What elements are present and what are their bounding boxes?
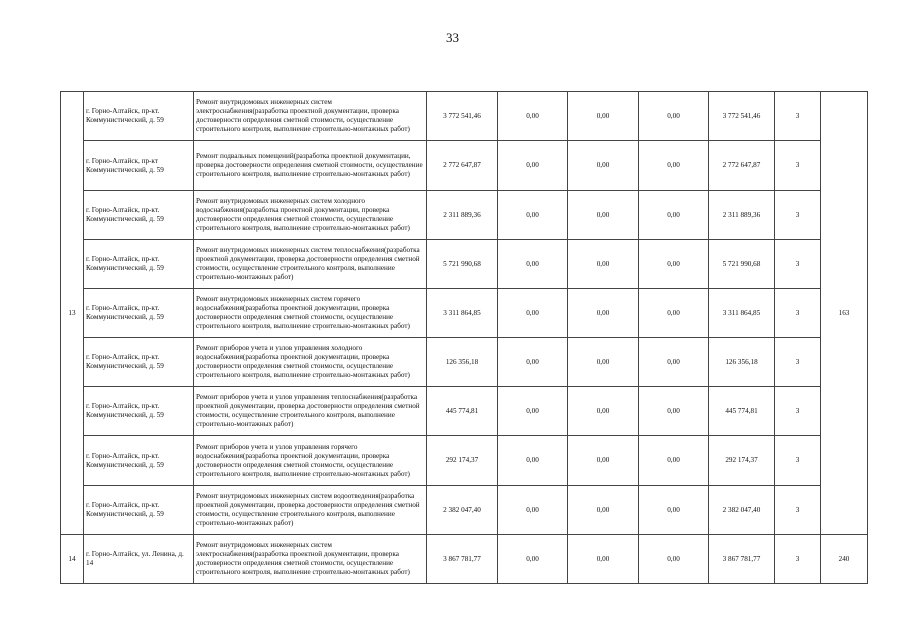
fund-c-cell: 0,00: [639, 191, 709, 240]
group-total: 163: [821, 92, 868, 535]
fund-d-cell: 2 382 047,40: [709, 486, 775, 535]
table-row: [61, 338, 868, 387]
fund-d-cell: 3 772 541,46: [709, 92, 775, 141]
cost-total-cell: 3 311 864,85: [427, 289, 498, 338]
fund-c-cell: 0,00: [639, 240, 709, 289]
fund-b-cell: 0,00: [568, 436, 639, 486]
period-cell: 3: [775, 141, 821, 191]
cost-total-cell: 126 356,18: [427, 338, 498, 387]
table-row: [61, 240, 868, 289]
address-cell: г. Горно-Алтайск, пр-кт. Коммунистический, д. 59: [84, 240, 194, 289]
fund-c-cell: 0,00: [639, 535, 709, 584]
address-cell: г. Горно-Алтайск, пр-кт. Коммунистический, д. 59: [84, 92, 194, 141]
fund-a-cell: 0,00: [498, 436, 568, 486]
address-cell: г. Горно-Алтайск, пр-кт Коммунистический, д. 59: [84, 141, 194, 191]
period-cell: 3: [775, 387, 821, 436]
fund-a-cell: 0,00: [498, 141, 568, 191]
fund-a-cell: 0,00: [498, 387, 568, 436]
fund-c-cell: 0,00: [639, 387, 709, 436]
work-description-cell: Ремонт внутридомовых инженерных систем электроснабжения(разработка проектной документации, проверка достоверности определения сметной стоимости, осуществление строительного контроля, выполнение строительно-монтажных работ): [194, 92, 427, 141]
address-cell: г. Горно-Алтайск, пр-кт. Коммунистический, д. 59: [84, 338, 194, 387]
period-cell: 3: [775, 240, 821, 289]
group-total: 240: [821, 535, 868, 584]
address-cell: г. Горно-Алтайск, пр-кт. Коммунистический, д. 59: [84, 387, 194, 436]
fund-d-cell: 2 772 647,87: [709, 141, 775, 191]
fund-d-cell: 5 721 990,68: [709, 240, 775, 289]
fund-c-cell: 0,00: [639, 141, 709, 191]
fund-a-cell: 0,00: [498, 92, 568, 141]
fund-c-cell: 0,00: [639, 92, 709, 141]
cost-total-cell: 445 774,81: [427, 387, 498, 436]
fund-b-cell: 0,00: [568, 387, 639, 436]
group-index: 14: [61, 535, 84, 584]
fund-d-cell: 126 356,18: [709, 338, 775, 387]
cost-total-cell: 292 174,37: [427, 436, 498, 486]
work-description-cell: Ремонт приборов учета и узлов управления теплоснабжения(разработка проектной документации, проверка достоверности определения сметной стоимости, осуществление строительного контроля, выполнение строительно-монтажных работ): [194, 387, 427, 436]
page-number: 33: [446, 30, 459, 45]
period-cell: 3: [775, 289, 821, 338]
fund-d-cell: 3 867 781,77: [709, 535, 775, 584]
fund-b-cell: 0,00: [568, 535, 639, 584]
address-cell: г. Горно-Алтайск, пр-кт. Коммунистический, д. 59: [84, 486, 194, 535]
period-cell: 3: [775, 92, 821, 141]
capital-repair-table: [60, 91, 868, 584]
work-description-cell: Ремонт приборов учета и узлов управления горячего водоснабжения(разработка проектной документации, проверка достоверности определения сметной стоимости, осуществление строительного контроля, выполнение строительно-монтажных работ): [194, 436, 427, 486]
fund-a-cell: 0,00: [498, 338, 568, 387]
work-description-cell: Ремонт внутридомовых инженерных систем горячего водоснабжения(разработка проектной документации, проверка достоверности определения сметной стоимости, осуществление строительного контроля, выполнение строительно-монтажных работ): [194, 289, 427, 338]
table-row: [61, 191, 868, 240]
table-body: [61, 92, 868, 584]
work-description-cell: Ремонт подвальных помещений(разработка проектной документации, проверка достоверности определения сметной стоимости, осуществление строительного контроля, выполнение строительно-монтажных работ): [194, 141, 427, 191]
cost-total-cell: 2 772 647,87: [427, 141, 498, 191]
fund-b-cell: 0,00: [568, 92, 639, 141]
address-cell: г. Горно-Алтайск, пр-кт. Коммунистический, д. 59: [84, 289, 194, 338]
fund-a-cell: 0,00: [498, 289, 568, 338]
fund-b-cell: 0,00: [568, 141, 639, 191]
fund-b-cell: 0,00: [568, 191, 639, 240]
fund-c-cell: 0,00: [639, 486, 709, 535]
table-row: [61, 387, 868, 436]
table-row: [61, 535, 868, 584]
period-cell: 3: [775, 338, 821, 387]
fund-b-cell: 0,00: [568, 240, 639, 289]
work-description-cell: Ремонт приборов учета и узлов управления холодного водоснабжения(разработка проектной документации, проверка достоверности определения сметной стоимости, осуществление строительного контроля, выполнение строительно-монтажных работ): [194, 338, 427, 387]
group-index: 13: [61, 92, 84, 535]
table-row: [61, 436, 868, 486]
fund-a-cell: 0,00: [498, 486, 568, 535]
address-cell: г. Горно-Алтайск, пр-кт. Коммунистический, д. 59: [84, 191, 194, 240]
fund-d-cell: 2 311 889,36: [709, 191, 775, 240]
address-cell: г. Горно-Алтайск, ул. Ленина, д. 14: [84, 535, 194, 584]
work-description-cell: Ремонт внутридомовых инженерных систем теплоснабжения(разработка проектной документации, проверка достоверности определения сметной стоимости, осуществление строительного контроля, выполнение строительно-монтажных работ): [194, 240, 427, 289]
fund-a-cell: 0,00: [498, 240, 568, 289]
fund-c-cell: 0,00: [639, 436, 709, 486]
fund-a-cell: 0,00: [498, 535, 568, 584]
fund-d-cell: 445 774,81: [709, 387, 775, 436]
fund-c-cell: 0,00: [639, 289, 709, 338]
period-cell: 3: [775, 191, 821, 240]
period-cell: 3: [775, 486, 821, 535]
cost-total-cell: 3 772 541,46: [427, 92, 498, 141]
period-cell: 3: [775, 436, 821, 486]
table-row: [61, 289, 868, 338]
fund-b-cell: 0,00: [568, 338, 639, 387]
fund-a-cell: 0,00: [498, 191, 568, 240]
fund-c-cell: 0,00: [639, 338, 709, 387]
cost-total-cell: 2 382 047,40: [427, 486, 498, 535]
work-description-cell: Ремонт внутридомовых инженерных систем электроснабжения(разработка проектной документации, проверка достоверности определения сметной стоимости, осуществление строительного контроля, выполнение строительно-монтажных работ): [194, 535, 427, 584]
address-cell: г. Горно-Алтайск, пр-кт. Коммунистический, д. 59: [84, 436, 194, 486]
fund-b-cell: 0,00: [568, 289, 639, 338]
table-row: [61, 486, 868, 535]
cost-total-cell: 3 867 781,77: [427, 535, 498, 584]
fund-d-cell: 292 174,37: [709, 436, 775, 486]
work-description-cell: Ремонт внутридомовых инженерных систем холодного водоснабжения(разработка проектной документации, проверка достоверности определения сметной стоимости, осуществление строительного контроля, выполнение строительно-монтажных работ): [194, 191, 427, 240]
cost-total-cell: 5 721 990,68: [427, 240, 498, 289]
table-row: [61, 141, 868, 191]
table-row: [61, 92, 868, 141]
fund-d-cell: 3 311 864,85: [709, 289, 775, 338]
period-cell: 3: [775, 535, 821, 584]
work-description-cell: Ремонт внутридомовых инженерных систем водоотведения(разработка проектной документации, проверка достоверности определения сметной стоимости, осуществление строительного контроля, выполнение строительно-монтажных работ): [194, 486, 427, 535]
cost-total-cell: 2 311 889,36: [427, 191, 498, 240]
fund-b-cell: 0,00: [568, 486, 639, 535]
